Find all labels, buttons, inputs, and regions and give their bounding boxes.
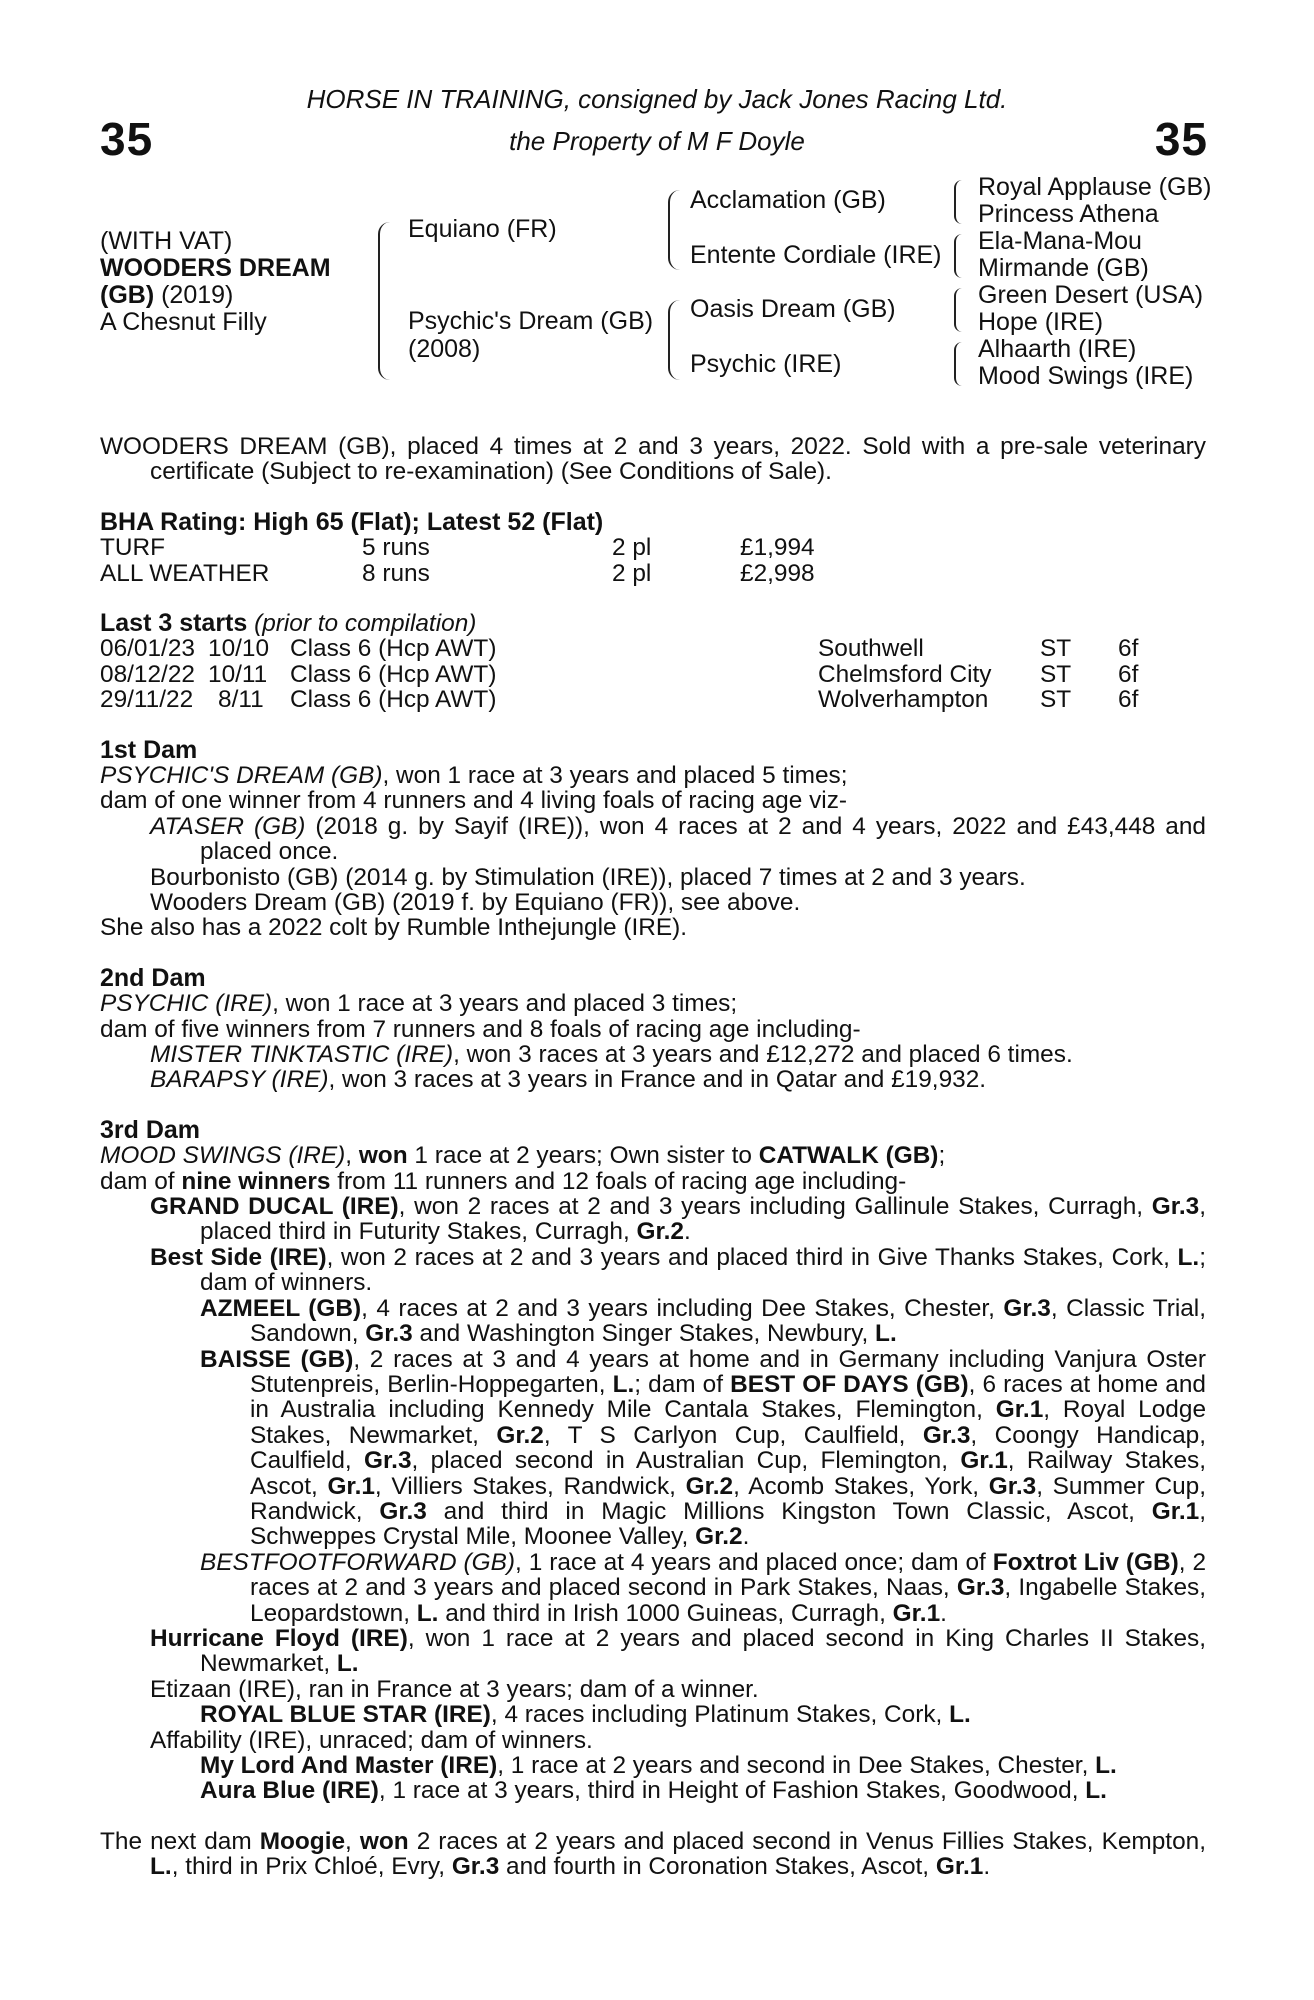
pedigree-brace-main: [378, 222, 390, 380]
summary-paragraph: WOODERS DREAM (GB), placed 4 times at 2 and 3 years, 2022. Sold with a pre-sale veterinary certificate (Subject to re-examination) (See Conditions of Sale).: [100, 433, 1206, 486]
start-row: 29/11/22 8/11 Class 6 (Hcp AWT) Wolverhampton ST 6f: [100, 686, 1139, 714]
offspring-entry: BAISSE (GB), 2 races at 3 and 4 years at home and in Germany including Vanjura Oster Stutenpreis, Berlin-Hoppegarten, L.; dam of BEST OF DAYS (GB), 6 races at home and in Australia including Kennedy Mile Cantala Stakes, Flemington, Gr.1, Royal Lodge Stakes, Newmarket, Gr.2, T S Carlyon Cup, Caulfield, Gr.3, Coongy Handicap, Caulfield, Gr.3, placed second in Australian Cup, Flemington, Gr.1, Railway Stakes, Ascot, Gr.1, Villiers Stakes, Randwick, Gr.2, Acomb Stakes, York, Gr.3, Summer Cup, Randwick, Gr.3 and third in Magic Millions Kingston Town Classic, Ascot, Gr.1, Schweppes Crystal Mile, Moonee Valley, Gr.2.: [200, 1345, 1207, 1551]
pedigree-brace-sire: [668, 190, 680, 270]
catalogue-body: [100, 434, 1206, 1880]
third-dam-produce: dam of nine winners from 11 runners and 12 foals of racing age including-: [100, 1167, 907, 1195]
lot-number-left: 35: [100, 113, 154, 165]
first-dam-record: PSYCHIC'S DREAM (GB), won 1 race at 3 years and placed 5 times;: [100, 761, 848, 789]
third-dam-heading: 3rd Dam: [100, 1115, 201, 1144]
sire: Equiano (FR): [408, 215, 557, 243]
second-dam-record: PSYCHIC (IRE), won 1 race at 3 years and placed 3 times;: [100, 990, 738, 1018]
lot-number-right: 35: [1154, 113, 1208, 165]
offspring-entry: AZMEEL (GB), 4 races at 2 and 3 years including Dee Stakes, Chester, Gr.3, Classic Trial, Sandown, Gr.3 and Washington Singer Stakes, Newbury, L.: [200, 1294, 1206, 1348]
second-dam-produce: dam of five winners from 7 runners and 8 foals of racing age including-: [100, 1015, 861, 1043]
great-grandparents: Royal Applause (GB) Princess Athena Ela-Mana-Mou Mirmande (GB) Green Desert (USA) Hope (IRE) Alhaarth (IRE) Mood Swings (IRE): [978, 173, 1212, 390]
pedigree-brace-gg4: [954, 342, 963, 386]
offspring-entry: ROYAL BLUE STAR (IRE), 4 races including Platinum Stakes, Cork, L.: [200, 1701, 971, 1729]
third-dam-record: MOOD SWINGS (IRE), won 1 race at 2 years; Own sister to CATWALK (GB);: [100, 1142, 946, 1170]
offspring-entry: GRAND DUCAL (IRE), won 2 races at 2 and 3 years including Gallinule Stakes, Curragh, Gr.3, placed third in Futurity Stakes, Curragh, Gr.2.: [150, 1193, 1206, 1246]
bha-rating-heading: BHA Rating: High 65 (Flat); Latest 52 (Flat): [100, 507, 604, 536]
first-dam-produce: dam of one winner from 4 runners and 4 living foals of racing age viz-: [100, 787, 848, 815]
offspring-entry: ATASER (GB) (2018 g. by Sayif (IRE)), won 4 races at 2 and 4 years, 2022 and £43,448 and placed once.: [150, 812, 1206, 866]
offspring-entry: Aura Blue (IRE), 1 race at 3 years, third in Height of Fashion Stakes, Goodwood, L.: [200, 1777, 1107, 1805]
start-row: 08/12/22 10/11 Class 6 (Hcp AWT) Chelmsford City ST 6f: [100, 660, 1139, 688]
sire-dam: Entente Cordiale (IRE): [690, 241, 942, 269]
horse-description: A Chesnut Filly: [100, 308, 267, 336]
last-starts-heading: Last 3 starts (prior to compilation): [100, 609, 477, 637]
horse-country-year: (GB) (2019): [100, 281, 234, 309]
next-dam-paragraph: The next dam Moogie, won 2 races at 2 years and placed second in Venus Fillies Stakes, Kempton, L., third in Prix Chloé, Evry, Gr.3 and fourth in Coronation Stakes, Ascot, Gr.1.: [100, 1827, 1206, 1881]
vat-label: (WITH VAT): [100, 227, 233, 255]
dam-dam: Psychic (IRE): [690, 350, 842, 378]
offspring-entry: Bourbonisto (GB) (2014 g. by Stimulation (IRE)), placed 7 times at 2 and 3 years.: [150, 863, 1026, 891]
start-row: 06/01/23 10/10 Class 6 (Hcp AWT) Southwell ST 6f: [100, 635, 1139, 663]
offspring-entry: Affability (IRE), unraced; dam of winners.: [150, 1726, 593, 1754]
sire-sire: Acclamation (GB): [690, 186, 886, 214]
offspring-entry: Etizaan (IRE), ran in France at 3 years; dam of a winner.: [150, 1675, 759, 1703]
rating-row: TURF 5 runs 2 pl £1,994: [100, 534, 815, 562]
rating-row: ALL WEATHER 8 runs 2 pl £2,998: [100, 559, 815, 587]
offspring-entry: BARAPSY (IRE), won 3 races at 3 years in France and in Qatar and £19,932.: [150, 1066, 987, 1094]
dam-year: (2008): [408, 335, 481, 363]
offspring-entry: Best Side (IRE), won 2 races at 2 and 3 years and placed third in Give Thanks Stakes, Cork, L.; dam of winners.: [150, 1243, 1206, 1297]
pedigree-brace-dam: [668, 300, 680, 380]
horse-identity: [100, 228, 331, 336]
dam-sire: Oasis Dream (GB): [690, 295, 896, 323]
dam: Psychic's Dream (GB): [408, 307, 654, 335]
offspring-entry: My Lord And Master (IRE), 1 race at 2 years and second in Dee Stakes, Chester, L.: [200, 1752, 1117, 1780]
offspring-entry: Hurricane Floyd (IRE), won 1 race at 2 years and placed second in King Charles II Stakes, Newmarket, L.: [150, 1624, 1206, 1678]
consignor-line: HORSE IN TRAINING, consigned by Jack Jones Racing Ltd.: [306, 84, 1008, 114]
pedigree-brace-gg2: [954, 234, 963, 278]
offspring-entry: BESTFOOTFORWARD (GB), 1 race at 4 years and placed once; dam of Foxtrot Liv (GB), 2 races at 2 and 3 years and placed second in Park Stakes, Naas, Gr.3, Ingabelle Stakes, Leopardstown, L. and third in Irish 1000 Guineas, Curragh, Gr.1.: [200, 1548, 1207, 1627]
second-dam-heading: 2nd Dam: [100, 963, 206, 992]
offspring-entry: MISTER TINKTASTIC (IRE), won 3 races at 3 years and £12,272 and placed 6 times.: [150, 1041, 1073, 1069]
horse-name: WOODERS DREAM: [100, 254, 331, 282]
pedigree-brace-gg3: [954, 288, 963, 332]
first-dam-heading: 1st Dam: [100, 735, 198, 764]
first-dam-extra: She also has a 2022 colt by Rumble Inthejungle (IRE).: [100, 914, 688, 942]
property-line: the Property of M F Doyle: [509, 126, 805, 156]
offspring-entry: Wooders Dream (GB) (2019 f. by Equiano (FR)), see above.: [150, 889, 801, 917]
pedigree-brace-gg1: [954, 180, 963, 224]
